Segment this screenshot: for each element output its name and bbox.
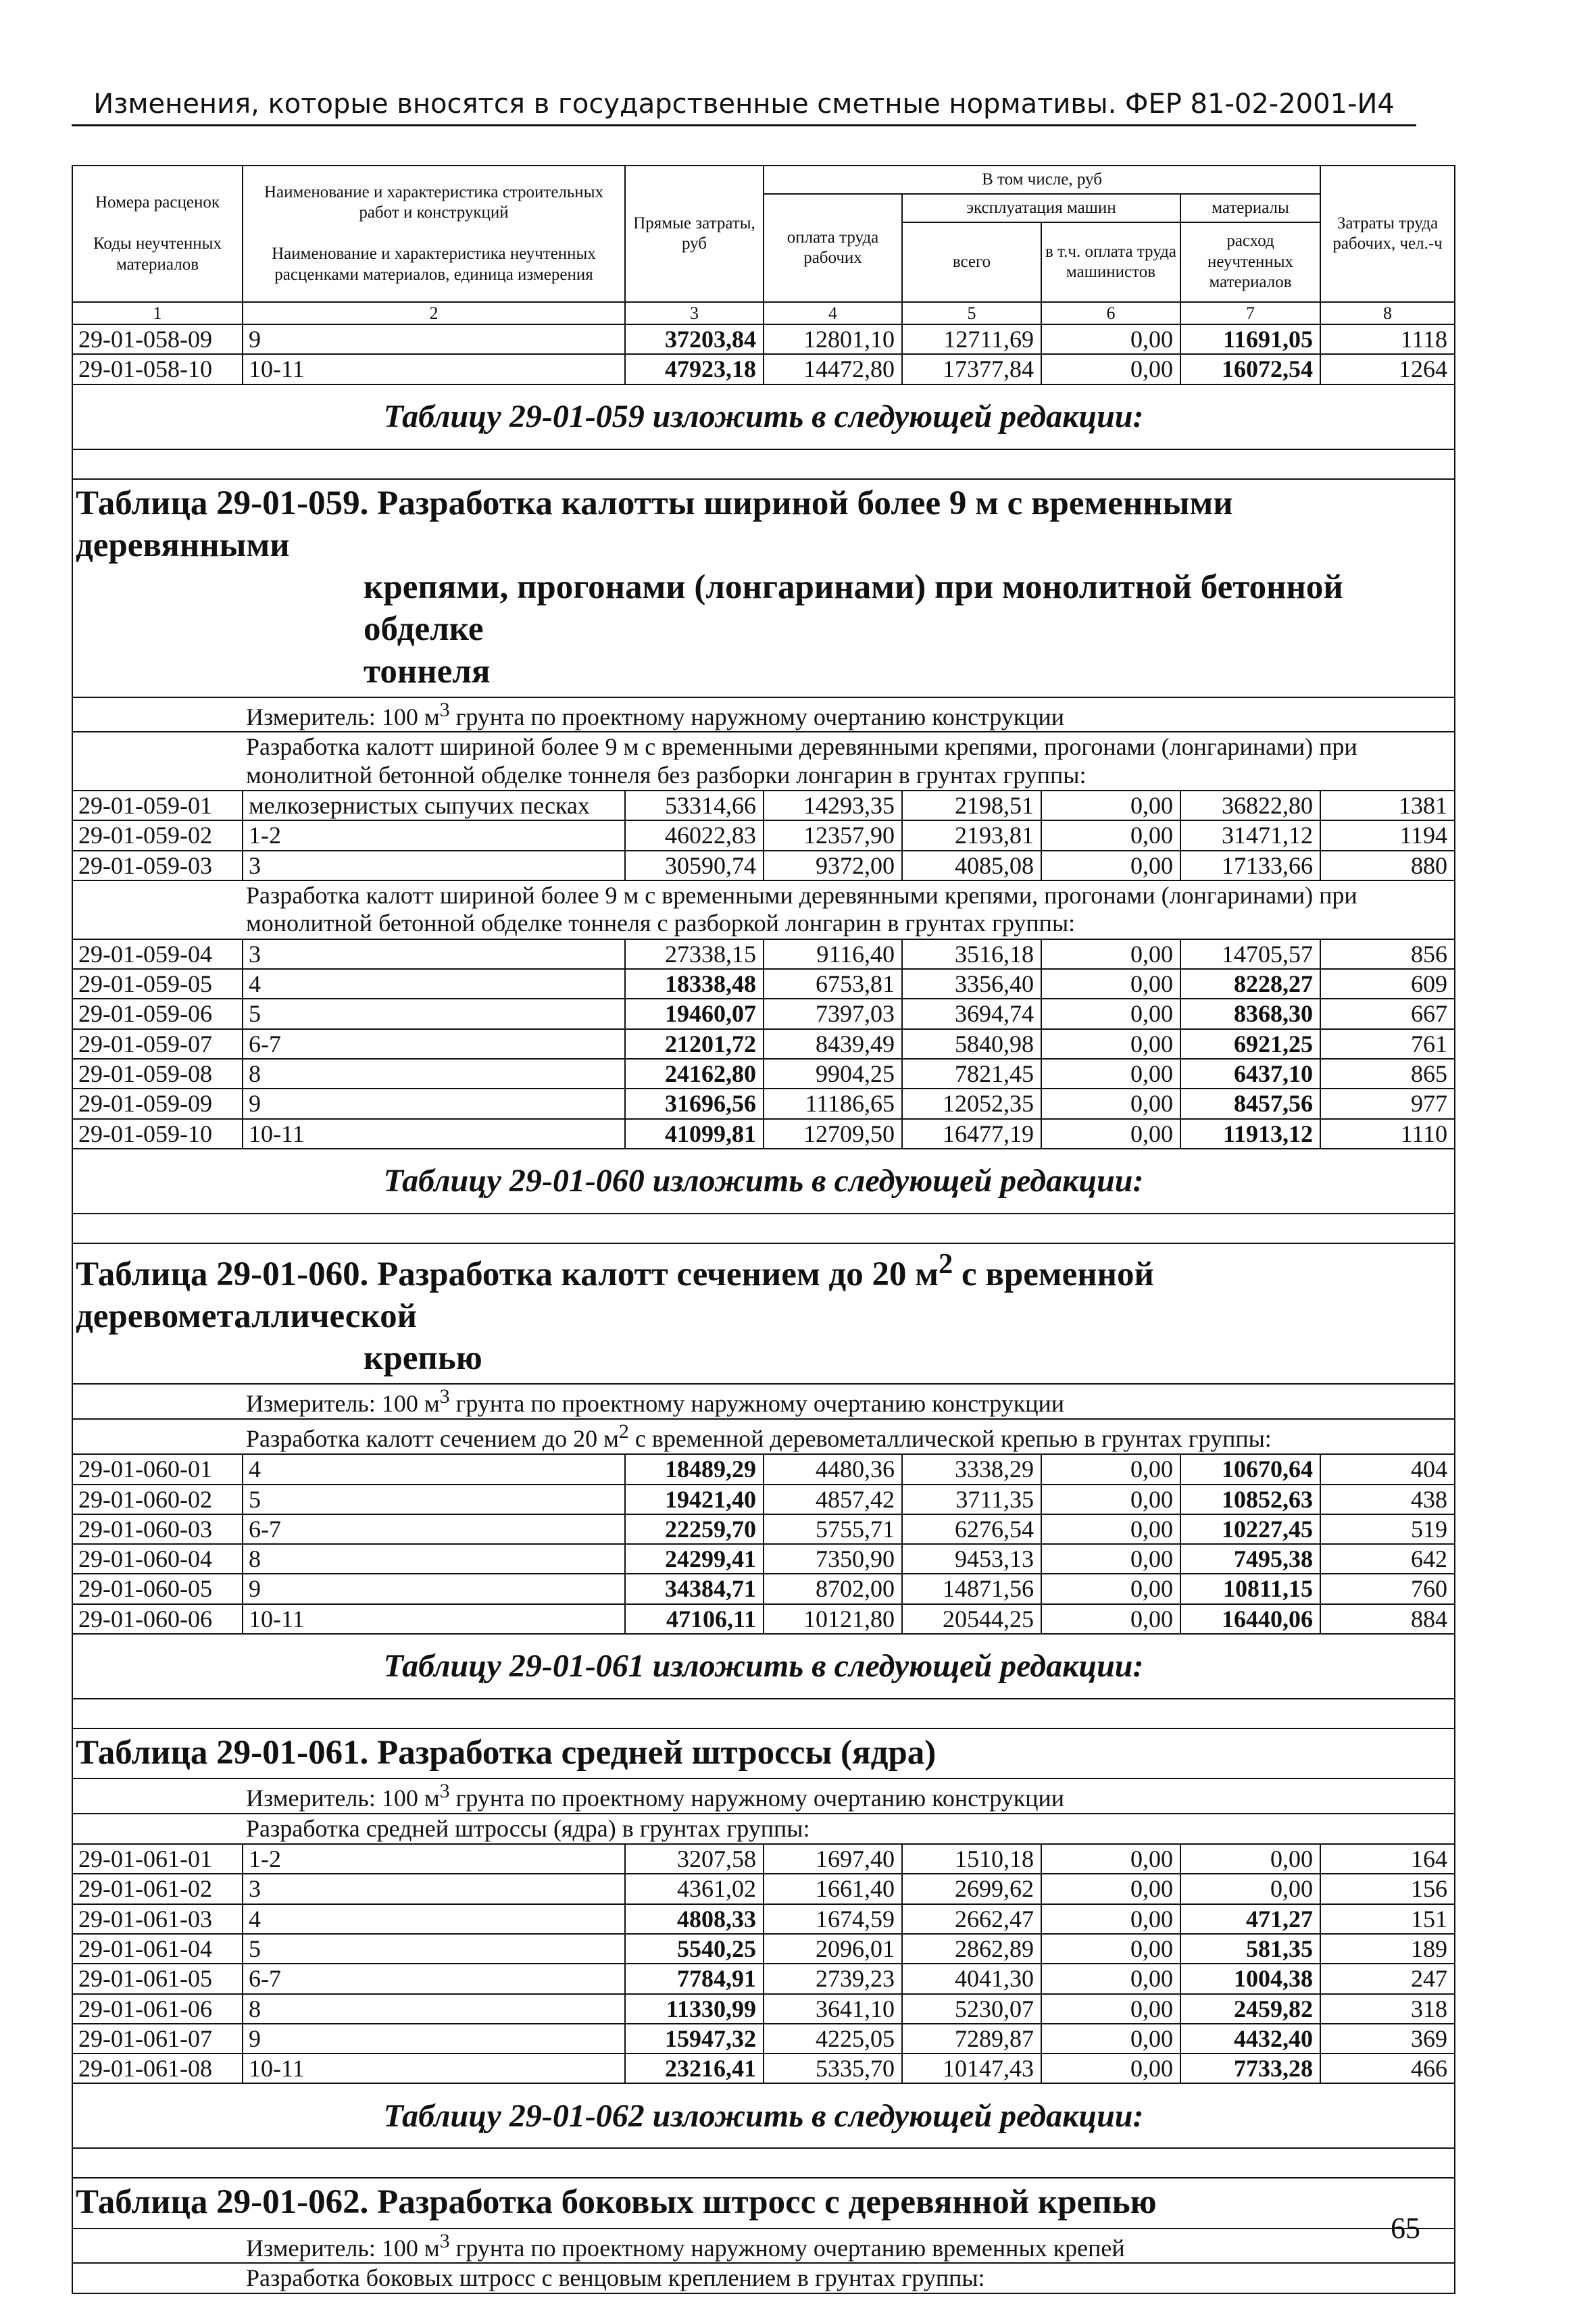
row-direct: 7784,91: [625, 1964, 764, 1993]
row-labor: 761: [1320, 1029, 1455, 1059]
row-materials: 7495,38: [1180, 1544, 1320, 1574]
row-mach-total: 5230,07: [902, 1994, 1041, 2024]
col-mach-wages-header: в т.ч. оплата труда машинистов: [1041, 222, 1180, 302]
row-direct: 11330,99: [625, 1994, 764, 2024]
col-machines-header: эксплуатация машин: [902, 194, 1180, 222]
row-direct: 22259,70: [625, 1514, 764, 1544]
table-row: [72, 999, 1455, 1028]
row-materials: 10852,63: [1180, 1485, 1320, 1514]
title-060-line1: Таблица 29-01-060. Разработка калотт сечением до 20 $м^2$ с временной деревометаллической: [76, 1247, 1154, 1336]
row-mach-total: 3338,29: [902, 1454, 1041, 1484]
row-direct: 47923,18: [625, 354, 764, 384]
row-wages: 9372,00: [764, 851, 902, 880]
row-direct: 3207,58: [625, 1844, 764, 1874]
row-code: 29-01-061-02: [72, 1874, 243, 1903]
row-materials: 581,35: [1180, 1934, 1320, 1964]
row-wages: 8439,49: [764, 1029, 902, 1059]
row-mach-total: 2198,51: [902, 791, 1041, 820]
row-labor: 884: [1320, 1604, 1455, 1634]
row-materials: 14705,57: [1180, 939, 1320, 969]
spacer-059: [72, 449, 1455, 479]
row-direct: 41099,81: [625, 1119, 764, 1149]
row-mach-wages: 0,00: [1041, 1994, 1180, 2024]
row-mach-wages: 0,00: [1041, 1029, 1180, 1059]
row-code: 29-01-061-03: [72, 1904, 243, 1934]
row-materials: 8368,30: [1180, 999, 1320, 1028]
row-code: 29-01-061-07: [72, 2024, 243, 2053]
table-row: [72, 1029, 1455, 1059]
row-name: 1-2: [243, 820, 625, 850]
row-mach-wages: 0,00: [1041, 1844, 1180, 1874]
row-code: 29-01-061-06: [72, 1994, 243, 2024]
row-materials: 10811,15: [1180, 1574, 1320, 1603]
row-materials: 16440,06: [1180, 1604, 1320, 1634]
row-labor: 977: [1320, 1089, 1455, 1118]
row-mach-total: 3711,35: [902, 1485, 1041, 1514]
row-code: 29-01-059-08: [72, 1059, 243, 1089]
row-mach-wages: 0,00: [1041, 1059, 1180, 1089]
row-name: 6-7: [243, 1514, 625, 1544]
row-mach-total: 12052,35: [902, 1089, 1041, 1118]
row-name: 8: [243, 1994, 625, 2024]
row-mach-wages: 0,00: [1041, 1119, 1180, 1149]
row-name: 8: [243, 1059, 625, 1089]
row-mach-wages: 0,00: [1041, 1904, 1180, 1934]
measure-059: Измеритель: 100 $м^3$ грунта по проектному наружному очертанию конструкции: [72, 697, 1455, 732]
row-wages: 10121,80: [764, 1604, 902, 1634]
row-name: 9: [243, 1574, 625, 1603]
col-num-5: 5: [902, 302, 1041, 324]
row-mach-wages: 0,00: [1041, 1514, 1180, 1544]
row-mach-total: 4041,30: [902, 1964, 1041, 1993]
row-mach-total: 7289,87: [902, 2024, 1041, 2053]
row-mach-total: 3356,40: [902, 969, 1041, 999]
row-labor: 880: [1320, 851, 1455, 880]
row-name: 3: [243, 939, 625, 969]
col-num-8: 8: [1320, 302, 1455, 324]
title-061: Таблица 29-01-061. Разработка средней штроссы (ядра): [72, 1728, 1455, 1778]
table-row: [72, 1964, 1455, 1993]
table-row: [72, 1485, 1455, 1514]
table-row: [72, 2053, 1455, 2083]
row-code: 29-01-060-01: [72, 1454, 243, 1484]
row-direct: 4361,02: [625, 1874, 764, 1903]
row-wages: 12709,50: [764, 1119, 902, 1149]
row-mach-total: 17377,84: [902, 354, 1041, 384]
row-materials: 10227,45: [1180, 1514, 1320, 1544]
title-059: [72, 479, 1455, 697]
row-labor: 247: [1320, 1964, 1455, 1993]
row-code: 29-01-060-05: [72, 1574, 243, 1603]
row-wages: 14293,35: [764, 791, 902, 820]
row-code: 29-01-061-04: [72, 1934, 243, 1964]
table-row: [72, 939, 1455, 969]
row-code: 29-01-059-10: [72, 1119, 243, 1149]
note-059: Таблицу 29-01-059 изложить в следующей редакции:: [72, 384, 1455, 449]
row-mach-wages: 0,00: [1041, 2053, 1180, 2083]
row-mach-wages: 0,00: [1041, 1874, 1180, 1903]
desc-059-b: Разработка калотт шириной более 9 м с временными деревянными крепями, прогонами (лонгаринами) при монолитной бетонной обделке тоннеля с разборкой лонгарин в грунтах группы:: [72, 880, 1455, 939]
row-labor: 667: [1320, 999, 1455, 1028]
row-wages: 9116,40: [764, 939, 902, 969]
row-direct: 30590,74: [625, 851, 764, 880]
note-062: Таблицу 29-01-062 изложить в следующей редакции:: [72, 2083, 1455, 2148]
row-mach-total: 20544,25: [902, 1604, 1041, 1634]
row-materials: 6437,10: [1180, 1059, 1320, 1089]
row-mach-total: 3694,74: [902, 999, 1041, 1028]
table-row: [72, 1844, 1455, 1874]
col-num-1: 1: [72, 302, 243, 324]
row-wages: 1661,40: [764, 1874, 902, 1903]
col-num-6: 6: [1041, 302, 1180, 324]
desc-059-a: Разработка калотт шириной более 9 м с временными деревянными крепями, прогонами (лонгаринами) при монолитной бетонной обделке тоннеля без разборки лонгарин в грунтах группы:: [72, 732, 1455, 791]
row-name: 5: [243, 1934, 625, 1964]
row-materials: 11691,05: [1180, 324, 1320, 354]
row-direct: 5540,25: [625, 1934, 764, 1964]
row-name: 10-11: [243, 1119, 625, 1149]
row-materials: 36822,80: [1180, 791, 1320, 820]
row-direct: 15947,32: [625, 2024, 764, 2053]
row-materials: 4432,40: [1180, 2024, 1320, 2053]
col-mach-total-header: всего: [902, 222, 1041, 302]
row-materials: 6921,25: [1180, 1029, 1320, 1059]
title-059-line1: Таблица 29-01-059. Разработка калотты шириной более 9 м с временными деревянными: [76, 484, 1233, 564]
row-labor: 318: [1320, 1994, 1455, 2024]
table-row: [72, 1059, 1455, 1089]
row-name: 3: [243, 851, 625, 880]
row-mach-total: 2662,47: [902, 1904, 1041, 1934]
row-direct: 19460,07: [625, 999, 764, 1028]
col-materials-header: материалы: [1180, 194, 1320, 222]
row-labor: 1381: [1320, 791, 1455, 820]
table-row: [72, 1934, 1455, 1964]
col-labor-header: Затраты труда рабочих, чел.-ч: [1320, 166, 1455, 302]
row-name: 5: [243, 999, 625, 1028]
row-name: 3: [243, 1874, 625, 1903]
row-mach-total: 1510,18: [902, 1844, 1041, 1874]
row-direct: 19421,40: [625, 1485, 764, 1514]
col-mat-cons-header: расход неучтенных материалов: [1180, 222, 1320, 302]
title-059-line2: крепями, прогонами (лонгаринами) при монолитной бетонной обделке: [364, 568, 1343, 649]
measure-060: Измеритель: 100 $м^3$ грунта по проектному наружному очертанию конструкции: [72, 1384, 1455, 1418]
row-direct: 27338,15: [625, 939, 764, 969]
row-code: 29-01-059-09: [72, 1089, 243, 1118]
row-code: 29-01-059-06: [72, 999, 243, 1028]
row-name: 10-11: [243, 1604, 625, 1634]
row-code: 29-01-060-06: [72, 1604, 243, 1634]
row-mach-wages: 0,00: [1041, 1089, 1180, 1118]
table-row: [72, 851, 1455, 880]
row-name: 1-2: [243, 1844, 625, 1874]
row-code: 29-01-061-08: [72, 2053, 243, 2083]
row-name: 6-7: [243, 1964, 625, 1993]
column-numbers-row: [72, 302, 1455, 324]
row-direct: 23216,41: [625, 2053, 764, 2083]
row-code: 29-01-061-05: [72, 1964, 243, 1993]
row-materials: 10670,64: [1180, 1454, 1320, 1484]
title-059-line3: тоннеля: [364, 652, 491, 691]
row-wages: 3641,10: [764, 1994, 902, 2024]
row-labor: 865: [1320, 1059, 1455, 1089]
row-wages: 2739,23: [764, 1964, 902, 1993]
table-row: [72, 2024, 1455, 2053]
row-mach-wages: 0,00: [1041, 1604, 1180, 1634]
title-062: Таблица 29-01-062. Разработка боковых штросс с деревянной крепью: [72, 2178, 1455, 2228]
table-row: [72, 1544, 1455, 1574]
row-materials: 0,00: [1180, 1874, 1320, 1903]
row-wages: 4225,05: [764, 2024, 902, 2053]
row-direct: 24299,41: [625, 1544, 764, 1574]
row-labor: 760: [1320, 1574, 1455, 1603]
row-labor: 438: [1320, 1485, 1455, 1514]
row-materials: 16072,54: [1180, 354, 1320, 384]
row-mach-wages: 0,00: [1041, 820, 1180, 850]
row-name: мелкозернистых сыпучих песках: [243, 791, 625, 820]
row-materials: 7733,28: [1180, 2053, 1320, 2083]
row-direct: 24162,80: [625, 1059, 764, 1089]
row-direct: 21201,72: [625, 1029, 764, 1059]
row-name: 9: [243, 324, 625, 354]
row-direct: 37203,84: [625, 324, 764, 354]
table-row: [72, 354, 1455, 384]
row-code: 29-01-059-04: [72, 939, 243, 969]
row-wages: 11186,65: [764, 1089, 902, 1118]
page-number: 65: [1391, 2212, 1420, 2245]
table-row: [72, 1574, 1455, 1603]
row-materials: 17133,66: [1180, 851, 1320, 880]
row-direct: 47106,11: [625, 1604, 764, 1634]
row-direct: 31696,56: [625, 1089, 764, 1118]
row-labor: 609: [1320, 969, 1455, 999]
row-mach-total: 4085,08: [902, 851, 1041, 880]
row-mach-wages: 0,00: [1041, 1454, 1180, 1484]
row-name: 9: [243, 2024, 625, 2053]
row-labor: 189: [1320, 1934, 1455, 1964]
table-row: [72, 1874, 1455, 1903]
row-wages: 9904,25: [764, 1059, 902, 1089]
row-mach-total: 2193,81: [902, 820, 1041, 850]
row-mach-total: 12711,69: [902, 324, 1041, 354]
spacer-062: [72, 2148, 1455, 2178]
row-wages: 8702,00: [764, 1574, 902, 1603]
col-name-header: Наименование и характеристика строительных работ и конструкций Наименование и характеристика неучтенных расценками материалов, единица измерения: [243, 166, 625, 302]
desc-061: Разработка средней штроссы (ядра) в грунтах группы:: [72, 1814, 1455, 1844]
row-name: 6-7: [243, 1029, 625, 1059]
row-mach-wages: 0,00: [1041, 939, 1180, 969]
row-mach-wages: 0,00: [1041, 851, 1180, 880]
col-wages-header: оплата труда рабочих: [764, 194, 902, 302]
row-mach-wages: 0,00: [1041, 1964, 1180, 1993]
row-labor: 404: [1320, 1454, 1455, 1484]
row-code: 29-01-059-01: [72, 791, 243, 820]
row-materials: 8228,27: [1180, 969, 1320, 999]
row-mach-wages: 0,00: [1041, 999, 1180, 1028]
col-num-4: 4: [764, 302, 902, 324]
row-mach-wages: 0,00: [1041, 354, 1180, 384]
page-header: Изменения, которые вносятся в государственные сметные нормативы. ФЕР 81-02-2001-И4: [72, 86, 1416, 126]
table-row: [72, 1089, 1455, 1118]
row-code: 29-01-059-07: [72, 1029, 243, 1059]
row-code: 29-01-059-02: [72, 820, 243, 850]
table-row: [72, 969, 1455, 999]
row-materials: 31471,12: [1180, 820, 1320, 850]
row-mach-wages: 0,00: [1041, 791, 1180, 820]
spacer-061: [72, 1699, 1455, 1728]
row-mach-wages: 0,00: [1041, 969, 1180, 999]
row-name: 10-11: [243, 2053, 625, 2083]
table-row: [72, 820, 1455, 850]
row-mach-total: 16477,19: [902, 1119, 1041, 1149]
row-direct: 4808,33: [625, 1904, 764, 1934]
measure-062: Измеритель: 100 $м^3$ грунта по проектному наружному очертанию временных крепей: [72, 2229, 1455, 2263]
row-code: 29-01-060-02: [72, 1485, 243, 1514]
row-labor: 1194: [1320, 820, 1455, 850]
row-name: 10-11: [243, 354, 625, 384]
row-code: 29-01-058-09: [72, 324, 243, 354]
row-direct: 34384,71: [625, 1574, 764, 1603]
row-direct: 18489,29: [625, 1454, 764, 1484]
row-wages: 12801,10: [764, 324, 902, 354]
row-name: 4: [243, 1454, 625, 1484]
table-row: [72, 791, 1455, 820]
spacer-060: [72, 1214, 1455, 1243]
table-row: [72, 1904, 1455, 1934]
row-mach-total: 9453,13: [902, 1544, 1041, 1574]
desc-062: Разработка боковых штросс с венцовым креплением в грунтах группы:: [72, 2263, 1455, 2293]
row-name: 8: [243, 1544, 625, 1574]
row-materials: 1004,38: [1180, 1964, 1320, 1993]
table-row: [72, 1514, 1455, 1544]
row-code: 29-01-060-04: [72, 1544, 243, 1574]
col-code-header: Номера расценок Коды неучтенных материалов: [72, 166, 243, 302]
row-wages: 6753,81: [764, 969, 902, 999]
row-code: 29-01-058-10: [72, 354, 243, 384]
row-mach-wages: 0,00: [1041, 1934, 1180, 1964]
desc-060: Разработка калотт сечением до 20 $м^2$ с временной деревометаллической крепью в грунтах группы:: [72, 1419, 1455, 1454]
col-num-2: 2: [243, 302, 625, 324]
row-mach-total: 2862,89: [902, 1934, 1041, 1964]
row-mach-wages: 0,00: [1041, 1544, 1180, 1574]
row-wages: 5755,71: [764, 1514, 902, 1544]
col-direct-header: Прямые затраты, руб: [625, 166, 764, 302]
row-wages: 7350,90: [764, 1544, 902, 1574]
table-row: [72, 1994, 1455, 2024]
row-labor: 151: [1320, 1904, 1455, 1934]
col-incl-header: В том числе, руб: [764, 166, 1320, 194]
row-code: 29-01-061-01: [72, 1844, 243, 1874]
row-wages: 4480,36: [764, 1454, 902, 1484]
title-060-line2: крепью: [364, 1339, 482, 1378]
row-labor: 369: [1320, 2024, 1455, 2053]
row-labor: 164: [1320, 1844, 1455, 1874]
row-mach-total: 5840,98: [902, 1029, 1041, 1059]
row-mach-total: 7821,45: [902, 1059, 1041, 1089]
table-row: [72, 1604, 1455, 1634]
row-labor: 519: [1320, 1514, 1455, 1544]
table-row: [72, 1454, 1455, 1484]
row-labor: 1264: [1320, 354, 1455, 384]
row-name: 9: [243, 1089, 625, 1118]
row-labor: 466: [1320, 2053, 1455, 2083]
row-mach-wages: 0,00: [1041, 324, 1180, 354]
col-num-3: 3: [625, 302, 764, 324]
row-labor: 156: [1320, 1874, 1455, 1903]
row-materials: 11913,12: [1180, 1119, 1320, 1149]
row-mach-total: 2699,62: [902, 1874, 1041, 1903]
col-num-7: 7: [1180, 302, 1320, 324]
row-materials: 0,00: [1180, 1844, 1320, 1874]
row-materials: 471,27: [1180, 1904, 1320, 1934]
row-materials: 8457,56: [1180, 1089, 1320, 1118]
title-060: [72, 1243, 1455, 1385]
row-labor: 856: [1320, 939, 1455, 969]
row-wages: 5335,70: [764, 2053, 902, 2083]
row-wages: 1674,59: [764, 1904, 902, 1934]
row-direct: 53314,66: [625, 791, 764, 820]
row-direct: 46022,83: [625, 820, 764, 850]
row-mach-wages: 0,00: [1041, 1574, 1180, 1603]
row-wages: 1697,40: [764, 1844, 902, 1874]
row-name: 4: [243, 969, 625, 999]
row-labor: 1118: [1320, 324, 1455, 354]
header-row-1: [72, 166, 1455, 194]
row-mach-wages: 0,00: [1041, 1485, 1180, 1514]
row-wages: 2096,01: [764, 1934, 902, 1964]
row-name: 5: [243, 1485, 625, 1514]
row-mach-total: 14871,56: [902, 1574, 1041, 1603]
row-mach-total: 6276,54: [902, 1514, 1041, 1544]
row-mach-total: 10147,43: [902, 2053, 1041, 2083]
row-wages: 12357,90: [764, 820, 902, 850]
table-row: [72, 324, 1455, 354]
table-row: [72, 1119, 1455, 1149]
note-061: Таблицу 29-01-061 изложить в следующей редакции:: [72, 1634, 1455, 1699]
row-name: 4: [243, 1904, 625, 1934]
note-060: Таблицу 29-01-060 изложить в следующей редакции:: [72, 1149, 1455, 1214]
row-materials: 2459,82: [1180, 1994, 1320, 2024]
row-code: 29-01-059-05: [72, 969, 243, 999]
row-wages: 7397,03: [764, 999, 902, 1028]
row-wages: 14472,80: [764, 354, 902, 384]
row-labor: 1110: [1320, 1119, 1455, 1149]
row-direct: 18338,48: [625, 969, 764, 999]
row-wages: 4857,42: [764, 1485, 902, 1514]
price-table: [72, 165, 1455, 2294]
row-code: 29-01-059-03: [72, 851, 243, 880]
row-code: 29-01-060-03: [72, 1514, 243, 1544]
row-mach-total: 3516,18: [902, 939, 1041, 969]
row-labor: 642: [1320, 1544, 1455, 1574]
measure-061: Измеритель: 100 $м^3$ грунта по проектному наружному очертанию конструкции: [72, 1778, 1455, 1813]
row-mach-wages: 0,00: [1041, 2024, 1180, 2053]
